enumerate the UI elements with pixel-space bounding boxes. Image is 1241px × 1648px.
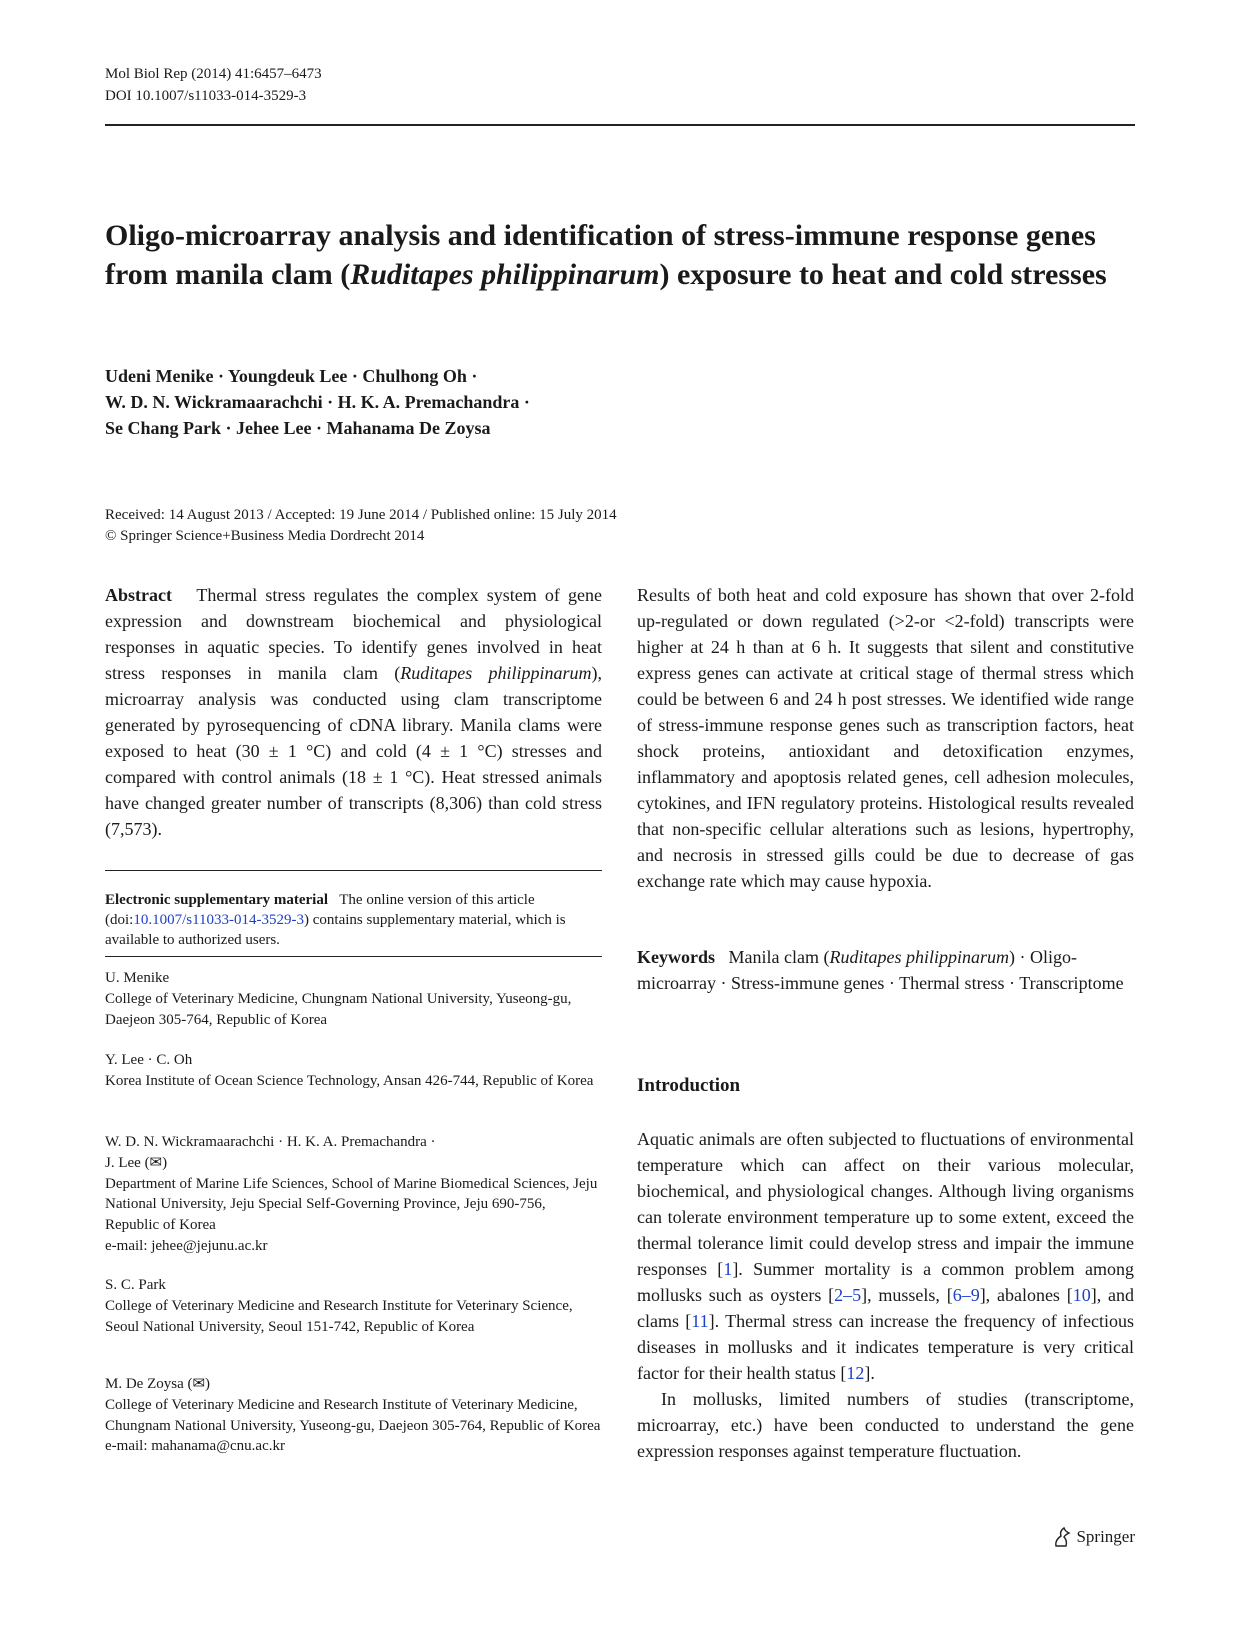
affiliation-names: S. C. Park — [105, 1277, 166, 1293]
citation-link[interactable]: 6–9 — [952, 1285, 980, 1305]
author-line: Udeni Menike · Youngdeuk Lee · Chulhong Oh · — [105, 366, 478, 386]
affiliation-names: W. D. N. Wickramaarachchi · H. K. A. Premachandra · — [105, 1134, 436, 1150]
publisher-name: Springer — [1076, 1527, 1135, 1546]
affiliation-names: Y. Lee · C. Oh — [105, 1052, 193, 1068]
citation-link[interactable]: 2–5 — [834, 1285, 862, 1305]
affiliation-block — [105, 968, 602, 1030]
affiliation-block — [105, 1050, 602, 1092]
section-heading-introduction: Introduction — [637, 1075, 741, 1096]
introduction-body — [637, 1126, 1134, 1464]
keywords: Keywords Manila clam (Ruditapes philippinarum) · Oligo-microarray · Stress-immune genes · Thermal stress · Transcriptome — [637, 947, 1124, 993]
citation-link[interactable]: 11 — [691, 1311, 709, 1331]
affiliation-email[interactable]: e-mail: jehee@jejunu.ac.kr — [105, 1237, 268, 1254]
author-list — [105, 363, 1135, 441]
introduction-paragraph: Aquatic animals are often subjected to fluctuations of environmental temperature which can affect on their various molecular, biochemical, and physiological changes. Although living organisms can tolerate environment temperature up to some extent, exceed the thermal tolerance limit could develop stress and impair the immune responses [1]. Summer mortality is a common problem among mollusks such as oysters [2–5], mussels, [6–9], abalones [10], and clams [11]. Thermal stress can increase the frequency of infectious diseases in mollusks and it indicates temperature is very critical factor for their health status [12]. — [637, 1129, 1134, 1383]
affiliation-rule — [105, 956, 602, 957]
abstract-label: Abstract — [105, 585, 172, 605]
affiliation-block — [105, 1275, 602, 1337]
affiliation-block — [105, 1132, 602, 1257]
publication-dates — [105, 505, 617, 547]
journal-header — [105, 63, 322, 107]
copyright-line: © Springer Science+Business Media Dordrecht 2014 — [105, 528, 425, 544]
header-rule — [105, 124, 1135, 126]
affiliation-names: U. Menike — [105, 970, 170, 986]
journal-citation: Mol Biol Rep (2014) 41:6457–6473 — [105, 66, 322, 82]
affiliation-address: College of Veterinary Medicine and Research Institute of Veterinary Medicine, Chungnam National University, Yuseong-gu, Daejeon 305-764, Republic of Korea — [105, 1396, 601, 1434]
affiliation-address: Department of Marine Life Sciences, School of Marine Biomedical Sciences, Jeju National University, Jeju Special Self-Governing Province, Jeju 690-756, Republic of Korea — [105, 1175, 598, 1234]
abstract: Abstract Thermal stress regulates the complex system of gene expression and downstream biochemical and physiological responses in aquatic species. To identify genes involved in heat stress responses in manila clam (Ruditapes philippinarum), microarray analysis was conducted using clam transcriptome generated by pyrosequencing of cDNA library. Manila clams were exposed to heat (30 ± 1 °C) and cold (4 ± 1 °C) stresses and compared with control animals (18 ± 1 °C). Heat stressed animals have changed greater number of transcripts (8,306) than cold stress (7,573). — [105, 585, 602, 839]
citation-link[interactable]: 12 — [846, 1363, 865, 1383]
article-doi: DOI 10.1007/s11033-014-3529-3 — [105, 88, 307, 104]
affiliation-names: J. Lee (✉) — [105, 1154, 168, 1171]
supplementary-note: Electronic supplementary material The online version of this article (doi:10.1007/s11033-014-3529-3) contains supplementary material, which is available to authorized users. — [105, 892, 566, 948]
affiliation-email[interactable]: e-mail: mahanama@cnu.ac.kr — [105, 1438, 285, 1455]
author-line: Se Chang Park · Jehee Lee · Mahanama De Zoysa — [105, 418, 491, 438]
keywords-label: Keywords — [637, 947, 715, 967]
article-title: Oligo-microarray analysis and identification of stress-immune response genes from manila clam (Ruditapes philippinarum) exposure to heat and cold stresses — [105, 219, 1107, 291]
affiliation-names: M. De Zoysa (✉) — [105, 1376, 211, 1392]
publisher-logo — [1052, 1526, 1135, 1548]
introduction-paragraph: In mollusks, limited numbers of studies (transcriptome, microarray, etc.) have been conducted to understand the gene expression responses against temperature fluctuation. — [637, 1389, 1134, 1461]
history-line: Received: 14 August 2013 / Accepted: 19 June 2014 / Published online: 15 July 2014 — [105, 507, 617, 523]
citation-link[interactable]: 1 — [723, 1259, 733, 1279]
title-species: Ruditapes philippinarum — [350, 258, 660, 291]
abstract-continued: Results of both heat and cold exposure has shown that over 2-fold up-regulated or down regulated (>2-or <2-fold) transcripts were higher at 24 h than at 6 h. It suggests that silent and constitutive express genes can activate at critical stage of thermal stress which could be between 6 and 24 h post stresses. We identified wide range of stress-immune response genes such as transcription factors, heat shock proteins, antioxidant and detoxification enzymes, inflammatory and apoptosis related genes, cell adhesion molecules, cytokines, and IFN regulatory proteins. Histological results revealed that non-specific cellular alterations such as lesions, hypertrophy, and necrosis in stressed gills could be due to decrease of gas exchange rate which may cause hypoxia. — [637, 585, 1134, 891]
supplementary-doi-link[interactable]: 10.1007/s11033-014-3529-3 — [133, 912, 305, 928]
affiliation-block — [105, 1374, 602, 1457]
author-line: W. D. N. Wickramaarachchi · H. K. A. Premachandra · — [105, 392, 530, 412]
affiliation-address: College of Veterinary Medicine and Research Institute for Veterinary Science, Seoul National University, Seoul 151-742, Republic of Korea — [105, 1297, 573, 1335]
affiliation-address: College of Veterinary Medicine, Chungnam National University, Yuseong-gu, Daejeon 305-764, Republic of Korea — [105, 990, 572, 1028]
footnote-rule — [105, 870, 602, 871]
springer-horse-icon — [1052, 1526, 1072, 1548]
affiliation-address: Korea Institute of Ocean Science Technology, Ansan 426-744, Republic of Korea — [105, 1072, 594, 1089]
citation-link[interactable]: 10 — [1072, 1285, 1091, 1305]
